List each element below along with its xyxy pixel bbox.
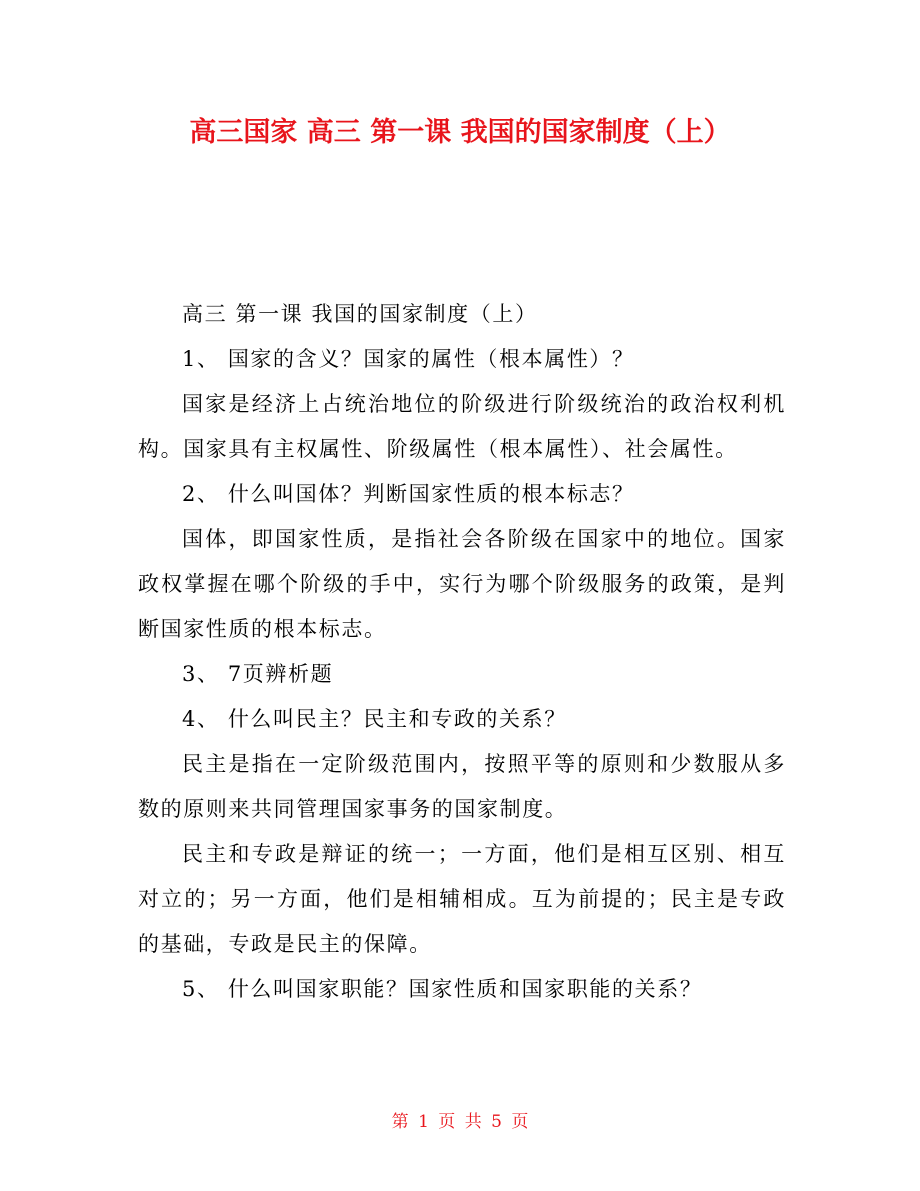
paragraph-subtitle: 高三 第一课 我国的国家制度（上）	[182, 302, 538, 326]
document-title: 高三国家 高三 第一课 我国的国家制度（上）	[189, 117, 731, 148]
document-body	[138, 292, 786, 1012]
question-2: 2、 什么叫国体？判断国家性质的根本标志？	[182, 482, 635, 506]
question-5: 5、 什么叫国家职能？国家性质和国家职能的关系？	[182, 977, 703, 1001]
page-footer: 第 1 页 共 5 页	[391, 1112, 529, 1132]
answer-4a: 民主是指在一定阶级范围内，按照平等的原则和少数服从多数的原则来共同管理国家事务的国家制度。	[138, 752, 786, 821]
answer-4b: 民主和专政是辩证的统一；一方面，他们是相互区别、相互对立的；另一方面，他们是相辅相成。互为前提的；民主是专政的基础，专政是民主的保障。	[138, 842, 786, 956]
answer-2: 国体，即国家性质，是指社会各阶级在国家中的地位。国家政权掌握在哪个阶级的手中，实行为哪个阶级服务的政策，是判断国家性质的根本标志。	[138, 527, 786, 641]
answer-1: 国家是经济上占统治地位的阶级进行阶级统治的政治权利机构。国家具有主权属性、阶级属性（根本属性）、社会属性。	[138, 392, 786, 461]
question-4: 4、 什么叫民主？民主和专政的关系？	[182, 707, 567, 731]
question-1: 1、 国家的含义？国家的属性（根本属性）？	[182, 347, 635, 371]
question-3: 3、 7页辨析题	[182, 662, 334, 686]
